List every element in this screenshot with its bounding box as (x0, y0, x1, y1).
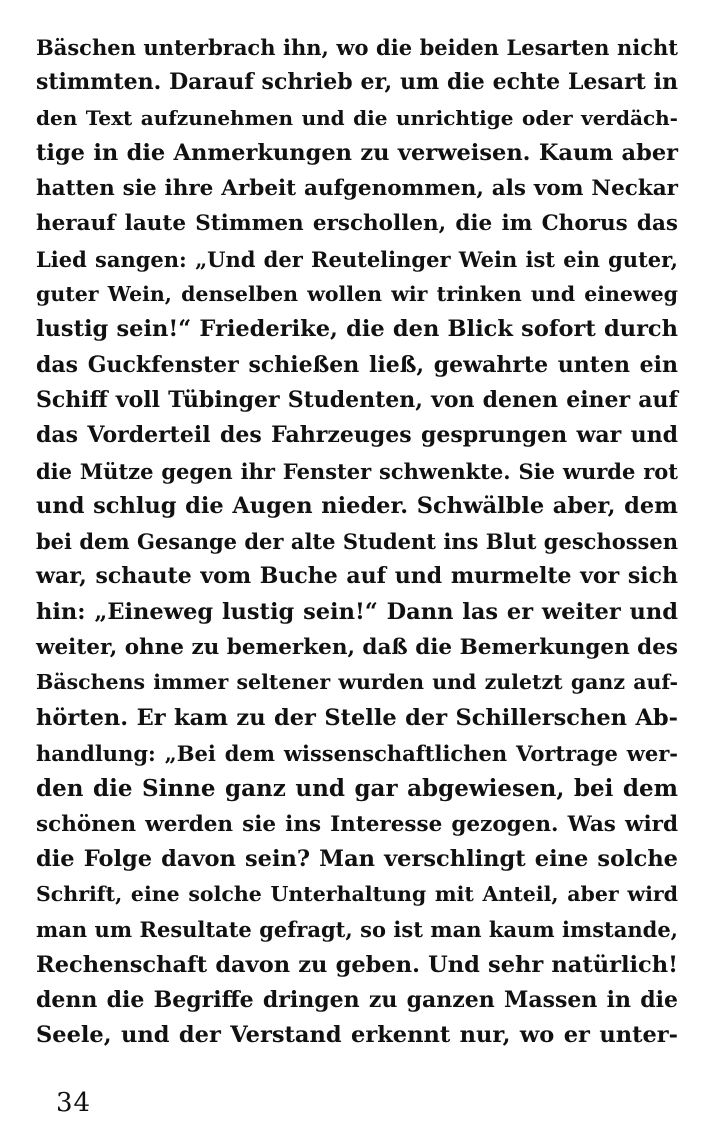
text-line: Schiff voll Tübinger Studenten, von denen einer auf (36, 386, 678, 413)
text-line: war, schaute vom Buche auf und murmelte vor sich (36, 563, 678, 590)
text-line: weiter, ohne zu bemerken, daß die Bemerkungen des (36, 635, 678, 661)
text-line: Bäschens immer seltener wurden und zuletzt ganz auf- (36, 670, 678, 695)
text-line: hin: „Eineweg lustig sein!“ Dann las er weiter und (36, 598, 678, 625)
text-line: die Mütze gegen ihr Fenster schwenkte. Sie wurde rot (36, 458, 678, 484)
text-line: lustig sein!“ Friederike, die den Blick sofort durch (36, 316, 678, 343)
page-number: 34 (56, 1088, 92, 1118)
text-line: Lied sangen: „Und der Reutelinger Wein ist ein guter, (36, 246, 678, 272)
text-line: den Text aufzunehmen und die unrichtige oder verdäch- (36, 105, 678, 130)
text-line: die Folge davon sein? Man verschlingt eine solche (36, 845, 678, 872)
text-line: bei dem Gesange der alte Student ins Blut geschossen (36, 529, 678, 555)
text-line: handlung: „Bei dem wissenschaftlichen Vortrage wer- (36, 740, 678, 766)
text-line: Seele, und der Verstand erkennt nur, wo er unter- (36, 1022, 678, 1049)
text-line: herauf laute Stimmen erschollen, die im Chorus das (36, 211, 678, 237)
text-line: tige in die Anmerkungen zu verweisen. Kaum aber (36, 139, 678, 166)
text-line: hatten sie ihre Arbeit aufgenommen, als vom Neckar (36, 176, 678, 202)
body-text (36, 30, 678, 1054)
text-line: den die Sinne ganz und gar abgewiesen, bei dem (36, 775, 678, 803)
text-line: das Guckfenster schießen ließ, gewahrte unten ein (36, 351, 678, 378)
text-line: stimmten. Darauf schrieb er, um die echte Lesart in (36, 69, 678, 96)
text-line: das Vorderteil des Fahrzeuges gesprungen war und (36, 422, 678, 449)
text-line: und schlug die Augen nieder. Schwälble aber, dem (36, 492, 678, 519)
text-line: schönen werden sie ins Interesse gezogen. Was wird (36, 811, 678, 837)
text-line: hörten. Er kam zu der Stelle der Schillerschen Ab- (36, 704, 678, 731)
text-line: Bäschen unterbrach ihn, wo die beiden Lesarten nicht (36, 35, 678, 60)
text-line: man um Resultate gefragt, so ist man kaum imstande, (36, 917, 678, 943)
text-line: guter Wein, denselben wollen wir trinken und eineweg (36, 282, 678, 307)
text-line: denn die Begriffe dringen zu ganzen Massen in die (36, 987, 678, 1014)
text-line: Rechenschaft davon zu geben. Und sehr natürlich! (36, 951, 678, 978)
text-line: Schrift, eine solche Unterhaltung mit Anteil, aber wird (36, 882, 678, 907)
